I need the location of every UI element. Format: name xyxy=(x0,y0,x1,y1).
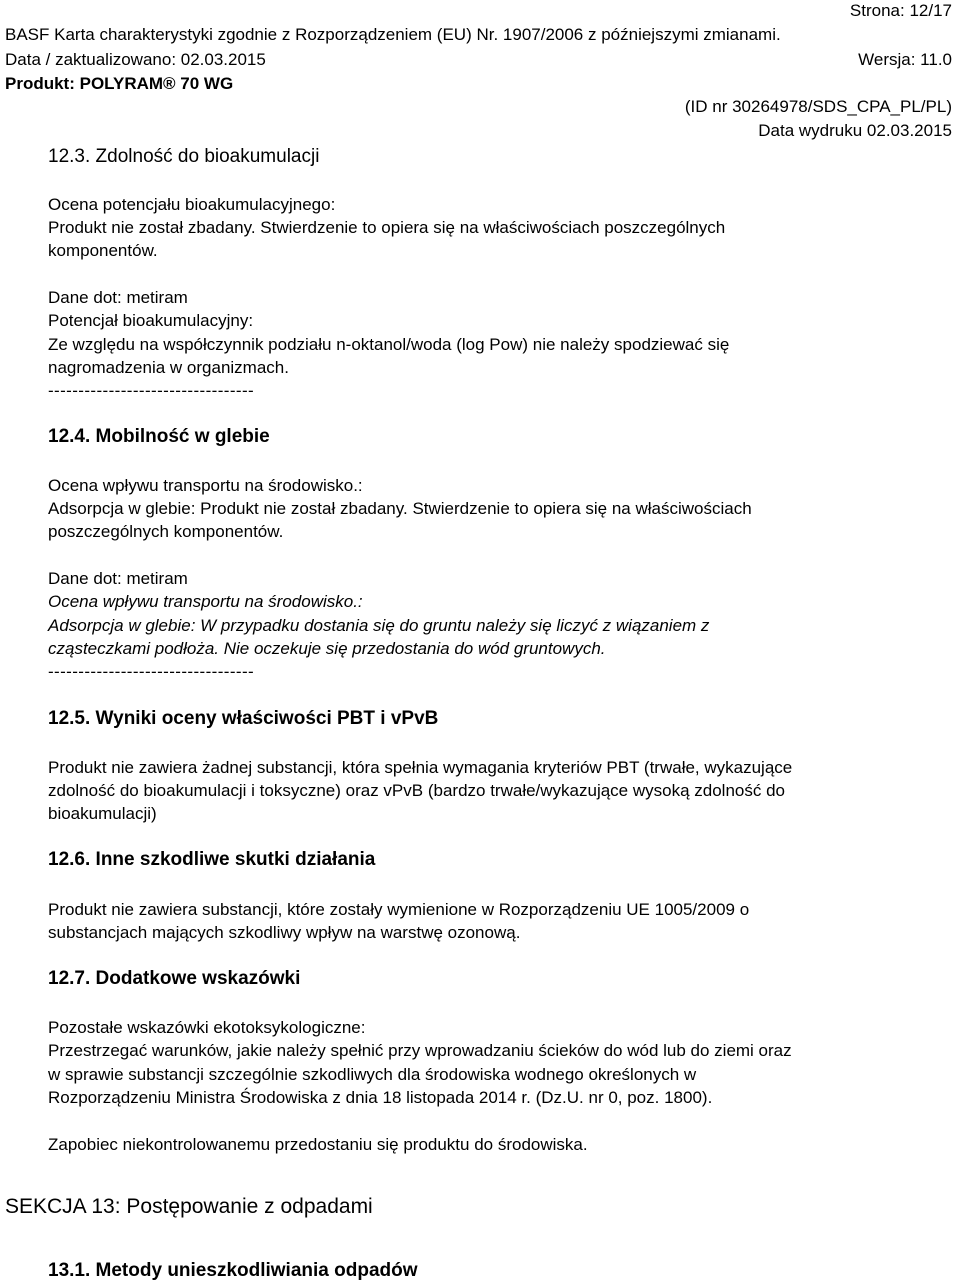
section-12-7-text: Przestrzegać warunków, jakie należy spełnić przy wprowadzaniu ścieków do wód lub do ziemi oraz xyxy=(48,1041,792,1060)
section-12-3-text: Potencjał bioakumulacyjny: xyxy=(48,311,254,330)
section-12-5-text: bioakumulacji) xyxy=(48,804,157,823)
section-12-4-text: Ocena wpływu transportu na środowisko.: xyxy=(48,592,363,611)
section-12-4-heading: 12.4. Mobilność w glebie xyxy=(48,426,270,447)
section-12-3-heading: 12.3. Zdolność do bioakumulacji xyxy=(48,146,320,167)
section-12-6-heading: 12.6. Inne szkodliwe skutki działania xyxy=(48,849,376,870)
section-12-5-text: Produkt nie zawiera żadnej substancji, która spełnia wymagania kryteriów PBT (trwałe, wykazujące xyxy=(48,758,793,777)
section-12-7-heading: 12.7. Dodatkowe wskazówki xyxy=(48,968,301,989)
product-name: Produkt: POLYRAM® 70 WG xyxy=(5,74,234,93)
section-12-5-heading: 12.5. Wyniki oceny właściwości PBT i vPvB xyxy=(48,708,439,729)
section-12-6-text: substancjach mających szkodliwy wpływ na warstwę ozonową. xyxy=(48,923,521,942)
section-12-3-text: Produkt nie został zbadany. Stwierdzenie to opiera się na właściwościach poszczególnych xyxy=(48,218,726,237)
section-12-4-text: Ocena wpływu transportu na środowisko.: xyxy=(48,476,363,495)
section-12-5-text: zdolność do bioakumulacji i toksyczne) oraz vPvB (bardzo trwałe/wykazujące wysoką zdolność do xyxy=(48,781,786,800)
section-12-7-text: Zapobiec niekontrolowanemu przedostaniu się produktu do środowiska. xyxy=(48,1135,588,1154)
section-12-7-text: Rozporządzeniu Ministra Środowiska z dnia 18 listopada 2014 r. (Dz.U. nr 0, poz. 1800). xyxy=(48,1088,713,1107)
section-12-4-text: Adsorpcja w glebie: Produkt nie został zbadany. Stwierdzenie to opiera się na właściwościach xyxy=(48,499,752,518)
document-title: BASF Karta charakterystyki zgodnie z Rozporządzeniem (EU) Nr. 1907/2006 z późniejszymi zmianami. xyxy=(5,25,781,44)
page-number: Strona: 12/17 xyxy=(849,1,952,20)
section-12-4-text: cząsteczkami podłoża. Nie oczekuje się przedostania do wód gruntowych. xyxy=(48,639,606,658)
section-12-7-text: w sprawie substancji szczególnie szkodliwych dla środowiska wodnego określonych w xyxy=(48,1065,697,1084)
section-12-4-text: Dane dot: metiram xyxy=(48,569,188,588)
id-number: (ID nr 30264978/SDS_CPA_PL/PL) xyxy=(684,97,952,116)
section-13-heading: SEKCJA 13: Postępowanie z odpadami xyxy=(5,1195,373,1218)
section-12-3-text: Dane dot: metiram xyxy=(48,288,188,307)
version: Wersja: 11.0 xyxy=(858,50,952,69)
section-12-3-text: komponentów. xyxy=(48,241,158,260)
section-12-7-text: Pozostałe wskazówki ekotoksykologiczne: xyxy=(48,1018,366,1037)
section-12-4-text: poszczególnych komponentów. xyxy=(48,522,284,541)
section-12-6-text: Produkt nie zawiera substancji, które zostały wymienione w Rozporządzeniu UE 1005/2009 o xyxy=(48,900,750,919)
date-updated: Data / zaktualizowano: 02.03.2015 xyxy=(5,50,266,69)
section-13-1-heading: 13.1. Metody unieszkodliwiania odpadów xyxy=(48,1260,418,1281)
separator: ---------------------------------- xyxy=(48,381,255,400)
separator: ---------------------------------- xyxy=(48,662,255,681)
print-date: Data wydruku 02.03.2015 xyxy=(758,121,952,140)
section-12-3-text: Ze względu na współczynnik podziału n-oktanol/woda (log Pow) nie należy spodziewać się xyxy=(48,335,730,354)
section-12-3-text: nagromadzenia w organizmach. xyxy=(48,358,289,377)
section-12-4-text: Adsorpcja w glebie: W przypadku dostania się do gruntu należy się liczyć z wiązaniem z xyxy=(48,616,710,635)
section-12-3-text: Ocena potencjału bioakumulacyjnego: xyxy=(48,195,336,214)
